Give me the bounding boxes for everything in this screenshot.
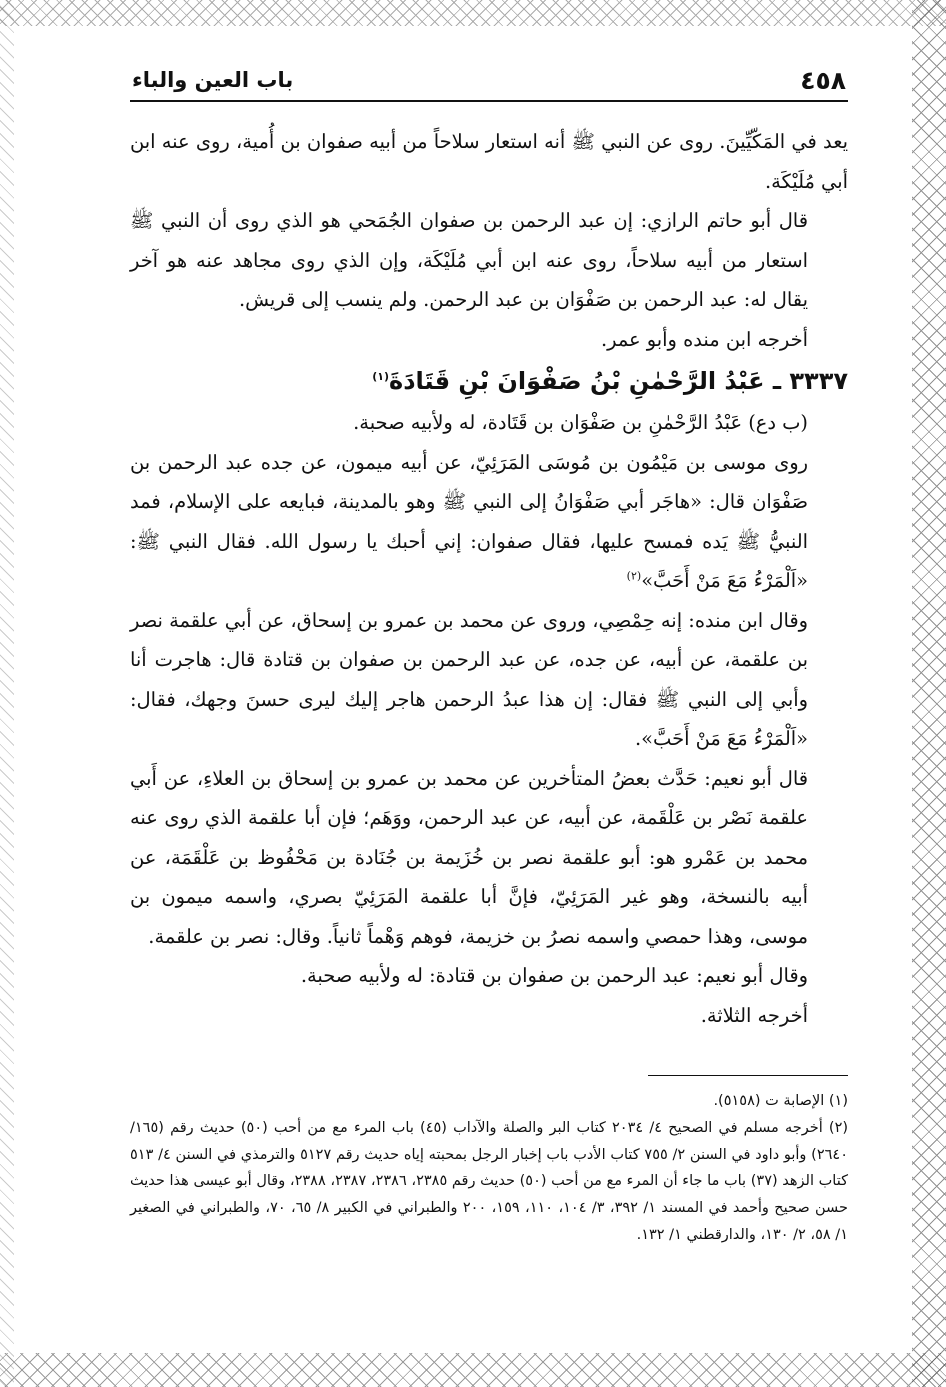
entry-heading (130, 359, 848, 403)
decorative-border-right (912, 0, 946, 1387)
footnote: (٢) أخرجه مسلم في الصحيح ٤/ ٢٠٣٤ كتاب البر والصلة والآداب (٤٥) باب المرء مع من أحب (٥٠) حديث رقم (١٦٥/ ٢٦٤٠) وأبو داود في السنن ٢/ ٧٥٥ كتاب الأدب باب إخبار الرجل بمحبته إياه حديث رقم ٥١٢٧ والترمذي في السنن ٤/ ٥١٣ كتاب الزهد (٣٧) باب ما جاء أن المرء مع من أحب (٥٠) حديث رقم ٢٣٨٥، ٢٣٨٦، ٢٣٨٧، ٢٣٨٨، وقال أبو عيسى هذا حديث حسن صحيح وأحمد في المسند ١/ ٣٩٢، ٣/ ١٠٤، ١١٠، ١٥٩، ٢٠٠ والطبراني في الكبير ٨/ ٦٥، ٧٠، والطبراني في الصغير ١/ ٥٨، ٢/ ١٣٠، والدارقطني ١/ ١٣٢. (130, 1119, 849, 1243)
paragraph: يعد في المَكّيِّينَ. روى عن النبي ﷺ أنه استعار سلاحاً من أبيه صفوان بن أُمية، روى عنه ابن أبي مُلَيْكَة. (130, 130, 848, 193)
footnote-marker: (١) (372, 370, 390, 383)
paragraph: وقال ابن منده: إنه حِمْصِي، وروى عن محمد بن عمرو بن إسحاق، عن أبي علقمة نصر بن علقمة، عن أبيه، عن جده، عن عبد الرحمن بن صفوان بن قتادة قال: هاجرت أنا وأبي إلى النبي ﷺ فقال: إن هذا عبدُ الرحمن هاجر إليك ليرى حسنَ وجهك، فقال: «اَلْمَرْءُ مَعَ مَنْ أَحَبَّ». (130, 608, 808, 750)
decorative-border-top (0, 0, 946, 26)
page-body (130, 122, 848, 1035)
paragraph: (ب دع) عَبْدُ الرَّحْمٰنِ بن صَفْوَان بن قَتَادة، له ولأبيه صحبة. (353, 411, 808, 434)
decorative-border-left (0, 0, 14, 1387)
running-title: باب العين والباء (132, 68, 294, 92)
paragraph-text: روى موسى بن مَيْمُون بن مُوسَى المَرَئِيّ، عن أبيه ميمون، عن جده عبد الرحمن بن صَفْوَان قال: «هاجَر أبي صَفْوَانُ إلى النبي ﷺ وهو بالمدينة، فبايعه على الإسلام، فمد النبيُّ ﷺ يَده فمسح عليها، فقال صفوان: إني أحبك يا رسول الله. فقال النبي ﷺ: «اَلْمَرْءُ مَعَ مَنْ أَحَبَّ» (130, 450, 808, 592)
footnote: (١) الإصابة ت (٥١٥٨). (713, 1093, 848, 1109)
footnote-marker: (٢) (626, 569, 642, 583)
page-header (130, 60, 848, 102)
paragraph: أخرجه ابن منده وأبو عمر. (600, 327, 808, 351)
paragraph: أخرجه الثلاثة. (700, 1003, 808, 1027)
entry-heading-text: ٣٣٣٧ ـ عَبْدُ الرَّحْمٰنِ بْنُ صَفْوَانَ بْنِ قَتَادَةَ (389, 367, 848, 395)
footnote-divider (648, 1075, 848, 1076)
paragraph (130, 443, 848, 601)
footnotes (130, 1088, 848, 1249)
page-number: ٤٥٨ (800, 66, 846, 95)
paragraph: قال أبو حاتم الرازي: إن عبد الرحمن بن صفوان الجُمَحي هو الذي روى أن النبي ﷺ استعار من أبيه سلاحاً، روى عنه ابن أبي مُلَيْكَة، وإن الذي روى مجاهد عنه هو آخر يقال له: عبد الرحمن بن صَفْوَان بن عبد الرحمن. ولم ينسب إلى قريش. (130, 209, 808, 311)
decorative-border-bottom (0, 1353, 946, 1387)
paragraph: وقال أبو نعيم: عبد الرحمن بن صفوان بن قتادة: له ولأبيه صحبة. (300, 964, 808, 987)
paragraph: قال أبو نعيم: حَدَّث بعضُ المتأخرين عن محمد بن عمرو بن إسحاق بن العلاءِ، عن أَبي علقمة نَصْر بن عَلْقَمة، عن أبيه، عن عبد الرحمن، ووَهَم؛ فإن أبا علقمة الذي روى عنه محمد بن عَمْرو هو: أبو علقمة نصر بن خُزَيمة بن جُنَادة بن مَحْفُوظ بن عَلْقَمَة، عن أبيه بالنسخة، وهو غير المَرَئِيّ، فإنَّ أبا علقمة المَرَئِيّ بصري، واسمه ميمون بن موسى، وهذا حمصي واسمه نصرُ بن خزيمة، فوهم وَهْماً ثانياً. وقال: نصر بن علقمة. (130, 766, 808, 948)
